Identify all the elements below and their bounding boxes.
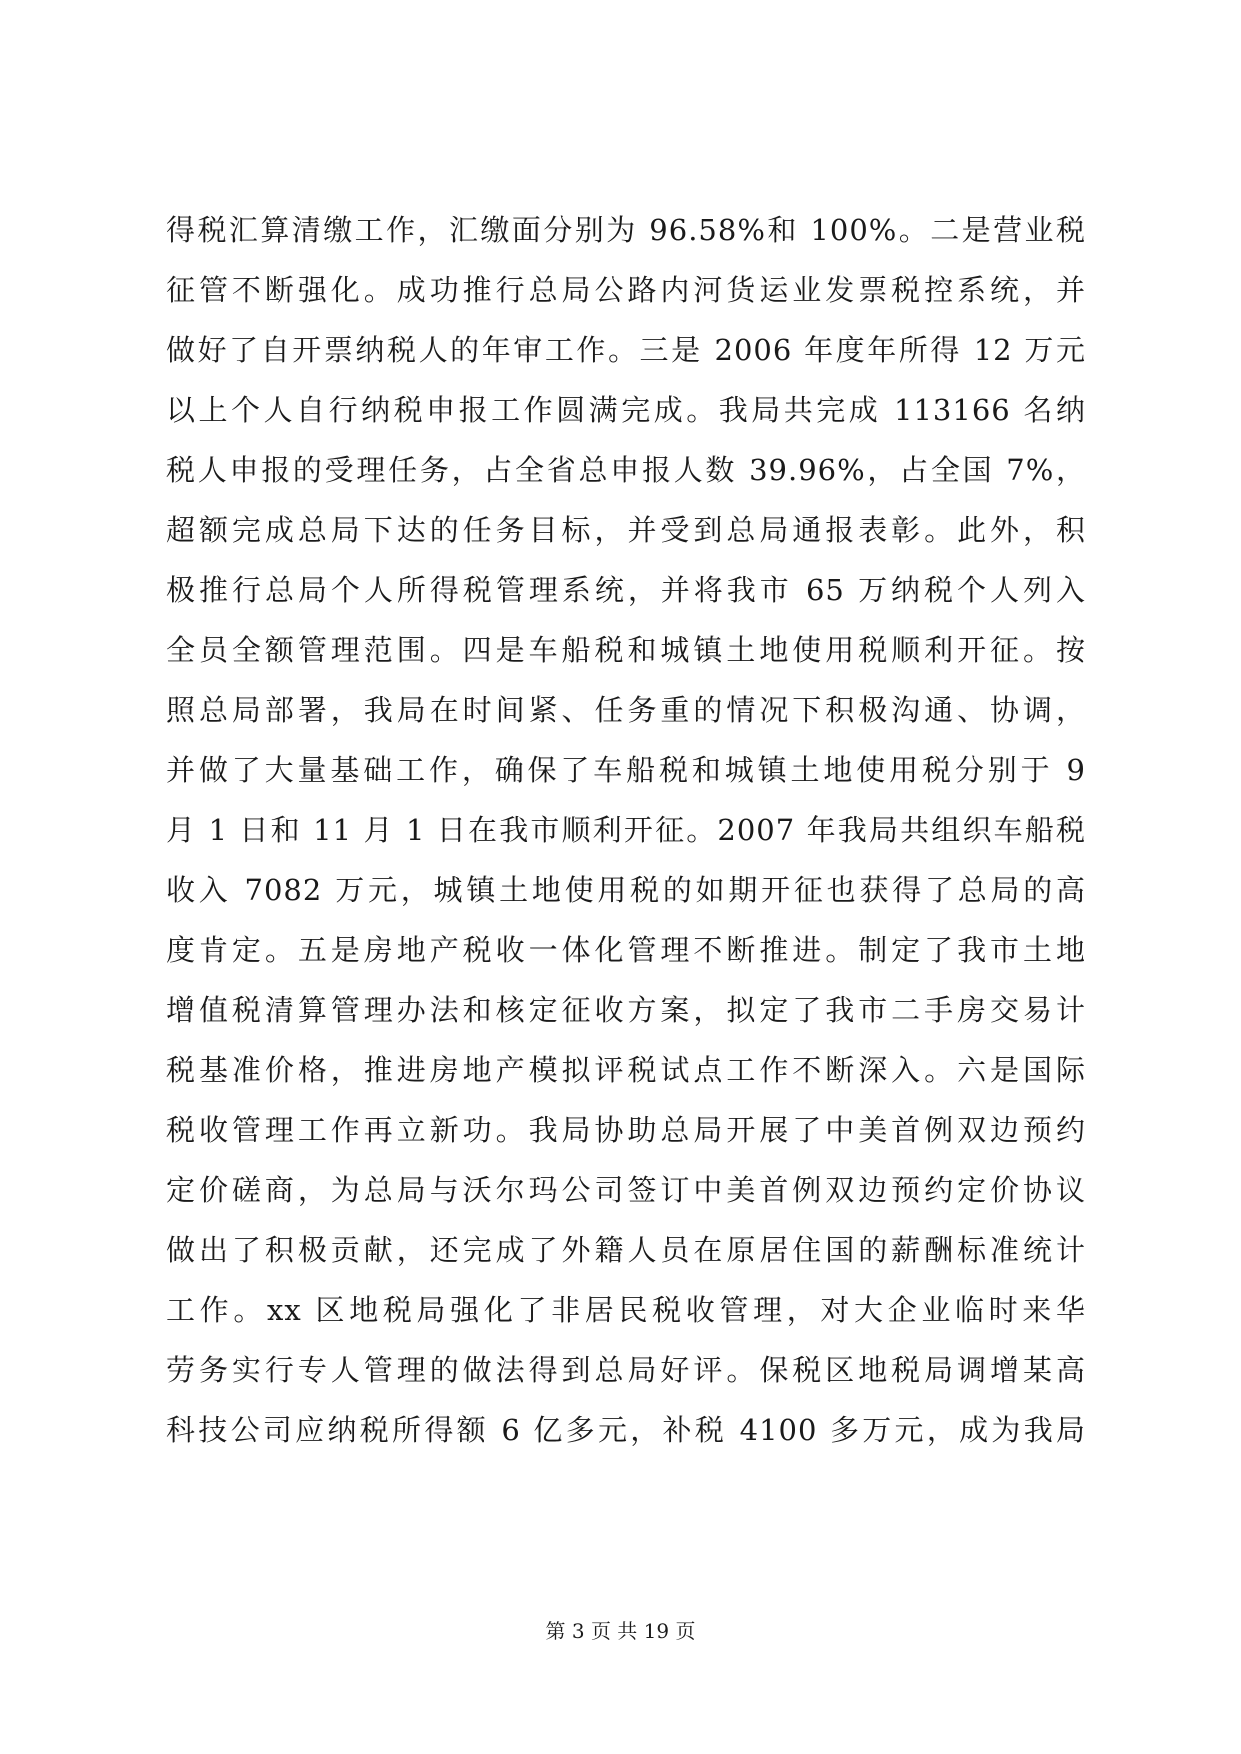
text-line: 税人申报的受理任务，占全省总申报人数 39.96%，占全国 7%， bbox=[166, 453, 1086, 487]
text-line: 定价磋商，为总局与沃尔玛公司签订中美首例双边预约定价协议 bbox=[166, 1173, 1086, 1207]
text-line: 以上个人自行纳税申报工作圆满完成。我局共完成 113166 名纳 bbox=[166, 393, 1086, 427]
text-line: 全员全额管理范围。四是车船税和城镇土地使用税顺利开征。按 bbox=[166, 633, 1086, 667]
text-line: 工作。xx 区地税局强化了非居民税收管理，对大企业临时来华 bbox=[166, 1293, 1086, 1327]
text-line: 劳务实行专人管理的做法得到总局好评。保税区地税局调增某高 bbox=[166, 1353, 1086, 1387]
text-line: 超额完成总局下达的任务目标，并受到总局通报表彰。此外，积 bbox=[166, 513, 1086, 547]
text-line: 收入 7082 万元，城镇土地使用税的如期开征也获得了总局的高 bbox=[166, 873, 1086, 907]
text-line: 税基准价格，推进房地产模拟评税试点工作不断深入。六是国际 bbox=[166, 1053, 1086, 1087]
text-line: 征管不断强化。成功推行总局公路内河货运业发票税控系统，并 bbox=[166, 273, 1086, 307]
text-line: 得税汇算清缴工作，汇缴面分别为 96.58%和 100%。二是营业税 bbox=[166, 213, 1086, 247]
text-line: 增值税清算管理办法和核定征收方案，拟定了我市二手房交易计 bbox=[166, 993, 1086, 1027]
text-line: 极推行总局个人所得税管理系统，并将我市 65 万纳税个人列入 bbox=[166, 573, 1086, 607]
text-line: 月 1 日和 11 月 1 日在我市顺利开征。2007 年我局共组织车船税 bbox=[166, 813, 1086, 847]
text-line: 并做了大量基础工作，确保了车船税和城镇土地使用税分别于 9 bbox=[166, 753, 1086, 787]
text-line: 科技公司应纳税所得额 6 亿多元，补税 4100 多万元，成为我局 bbox=[166, 1413, 1086, 1447]
text-line: 度肯定。五是房地产税收一体化管理不断推进。制定了我市土地 bbox=[166, 933, 1086, 967]
page-footer: 第 3 页 共 19 页 bbox=[545, 1619, 696, 1643]
text-line: 做出了积极贡献，还完成了外籍人员在原居住国的薪酬标准统计 bbox=[166, 1233, 1086, 1267]
text-line: 税收管理工作再立新功。我局协助总局开展了中美首例双边预约 bbox=[166, 1113, 1086, 1147]
text-line: 做好了自开票纳税人的年审工作。三是 2006 年度年所得 12 万元 bbox=[166, 333, 1086, 367]
body-paragraph bbox=[166, 200, 1086, 1460]
text-line: 照总局部署，我局在时间紧、任务重的情况下积极沟通、协调， bbox=[166, 693, 1086, 727]
